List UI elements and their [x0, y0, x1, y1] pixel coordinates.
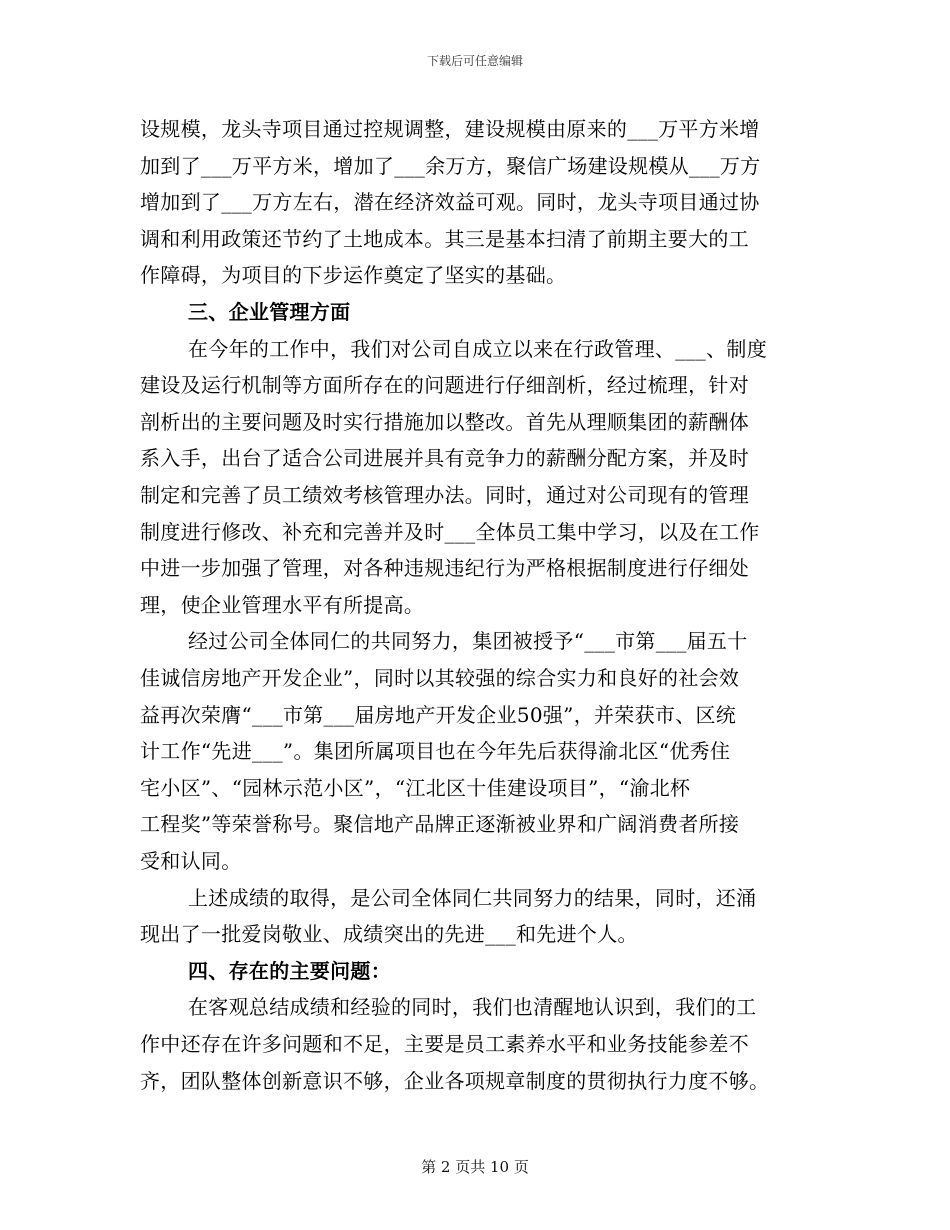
text-line: 宅小区”、“园林示范小区”，“江北区十佳建设项目”，“渝北杯: [140, 775, 691, 800]
text-line: 益再次荣膺“___市第___届房地产开发企业50强”，并荣获市、区统: [140, 702, 737, 727]
text-line: 理，使企业管理水平有所提高。: [140, 592, 425, 617]
page-footer: 第 2 页共 10 页: [421, 1158, 529, 1176]
text-line: 增加到了___万方左右，潜在经济效益可观。同时，龙头寺项目通过协: [140, 190, 760, 215]
text-line: 设规模，龙头寺项目通过控规调整，建设规模由原来的___万平方米增: [140, 117, 760, 141]
text-line: 工程奖”等荣誉称号。聚信地产品牌正逐渐被业界和广阔消费者所接: [140, 812, 740, 837]
text-line: 中进一步加强了管理，对各种违规违纪行为严格根据制度进行仔细处: [140, 556, 749, 581]
page-header: 下载后可任意编辑: [426, 54, 523, 68]
section-heading: 三、企业管理方面: [188, 300, 351, 324]
text-line: 加到了___万平方米，增加了___余万方，聚信广场建设规模从___万方: [140, 153, 761, 178]
text-line: 在客观总结成绩和经验的同时，我们也清醒地认识到，我们的工: [188, 995, 757, 1020]
text-line: 佳诚信房地产开发企业”，同时以其较强的综合实力和良好的社会效: [140, 666, 740, 690]
section-heading: 四、存在的主要问题：: [188, 958, 391, 983]
text-line: 剖析出的主要问题及时实行措施加以整改。首先从理顺集团的薪酬体: [140, 409, 749, 434]
text-line: 调和利用政策还节约了土地成本。其三是基本扫清了前期主要大的工: [140, 226, 749, 251]
text-line: 建设及运行机制等方面所存在的问题进行仔细剖析，经过梳理，针对: [140, 373, 749, 398]
text-line: 计工作“先进___”。集团所属项目也在今年先后获得渝北区“优秀住: [140, 739, 731, 764]
text-line: 作障碍，为项目的下步运作奠定了坚实的基础。: [140, 263, 567, 288]
text-line: 上述成绩的取得，是公司全体同仁共同努力的结果，同时，还涌: [188, 885, 757, 910]
text-line: 现出了一批爱岗敬业、成绩突出的先进___和先进个人。: [140, 922, 638, 947]
text-line: 制度进行修改、补充和完善并及时___全体员工集中学习，以及在工作: [140, 519, 760, 544]
text-line: 齐，团队整体创新意识不够，企业各项规章制度的贯彻执行力度不够。: [140, 1068, 770, 1093]
text-line: 制定和完善了员工绩效考核管理办法。同时，通过对公司现有的管理: [140, 483, 749, 507]
text-line: 在今年的工作中，我们对公司自成立以来在行政管理、___、制度: [188, 336, 767, 361]
text-line: 受和认同。: [140, 849, 242, 873]
text-line: 经过公司全体同仁的共同努力，集团被授予“___市第___届五十: [188, 629, 748, 654]
text-line: 作中还存在许多问题和不足，主要是员工素养水平和业务技能参差不: [140, 1032, 749, 1056]
text-line: 系入手，出台了适合公司进展并具有竞争力的薪酬分配方案，并及时: [140, 446, 749, 471]
